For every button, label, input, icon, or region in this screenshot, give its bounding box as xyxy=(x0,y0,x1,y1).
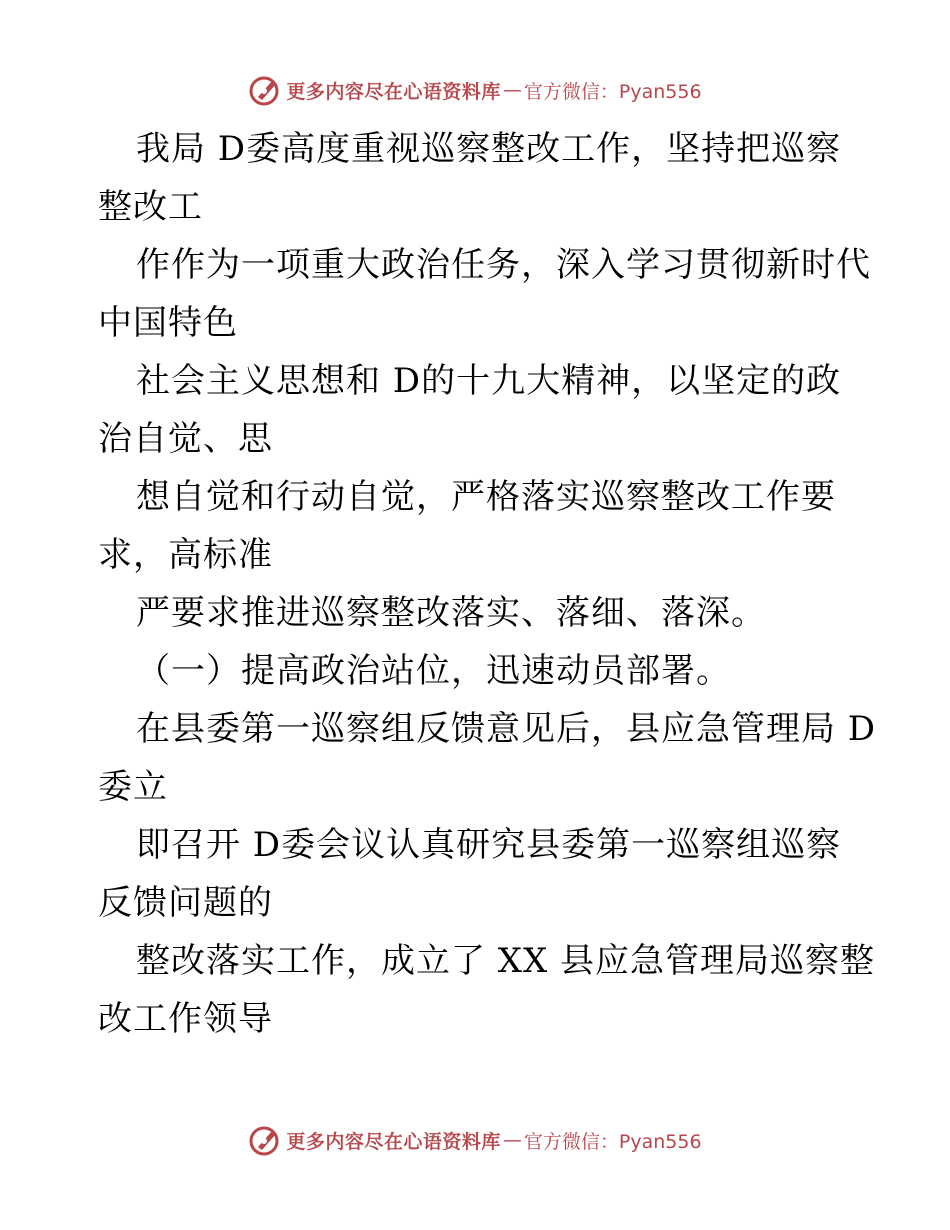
text-line: 社会主义思想和 D的十九大精神，以坚定的政 xyxy=(136,361,842,401)
watermark-separator: — xyxy=(502,1129,522,1151)
text-line: 求，高标准 xyxy=(98,535,273,575)
watermark-separator: — xyxy=(502,79,522,101)
watermark-wechat-text: 官方微信：Pyan556 xyxy=(523,1130,702,1153)
footer-watermark xyxy=(0,1120,950,1160)
watermark-main-text: 更多内容尽在心语资料库 xyxy=(286,80,501,103)
text-line: 中国特色 xyxy=(98,303,238,343)
text-line: 委立 xyxy=(98,767,168,807)
text-line: 即召开 D委会议认真研究县委第一巡察组巡察 xyxy=(136,825,842,865)
text-line: 整改落实工作，成立了 XX 县应急管理局巡察整 xyxy=(136,941,876,981)
text-line: 想自觉和行动自觉，严格落实巡察整改工作要 xyxy=(136,477,836,517)
text-line: 改工作领导 xyxy=(98,999,273,1039)
text-line: 反馈问题的 xyxy=(98,883,273,923)
text-line: （一）提高政治站位，迅速动员部署。 xyxy=(136,651,731,691)
pen-logo-icon xyxy=(248,1123,282,1157)
text-line: 我局 D委高度重视巡察整改工作，坚持把巡察 xyxy=(136,129,842,169)
text-line: 治自觉、思 xyxy=(98,419,273,459)
pen-logo-icon xyxy=(248,73,282,107)
watermark-wechat-text: 官方微信：Pyan556 xyxy=(523,80,702,103)
text-line: 在县委第一巡察组反馈意见后，县应急管理局 D xyxy=(136,709,877,749)
text-line: 整改工 xyxy=(98,187,203,227)
text-line: 作作为一项重大政治任务，深入学习贯彻新时代 xyxy=(136,245,871,285)
watermark-main-text: 更多内容尽在心语资料库 xyxy=(286,1130,501,1153)
document-body xyxy=(98,120,877,1048)
header-watermark xyxy=(0,70,950,110)
text-line: 严要求推进巡察整改落实、落细、落深。 xyxy=(136,593,766,633)
